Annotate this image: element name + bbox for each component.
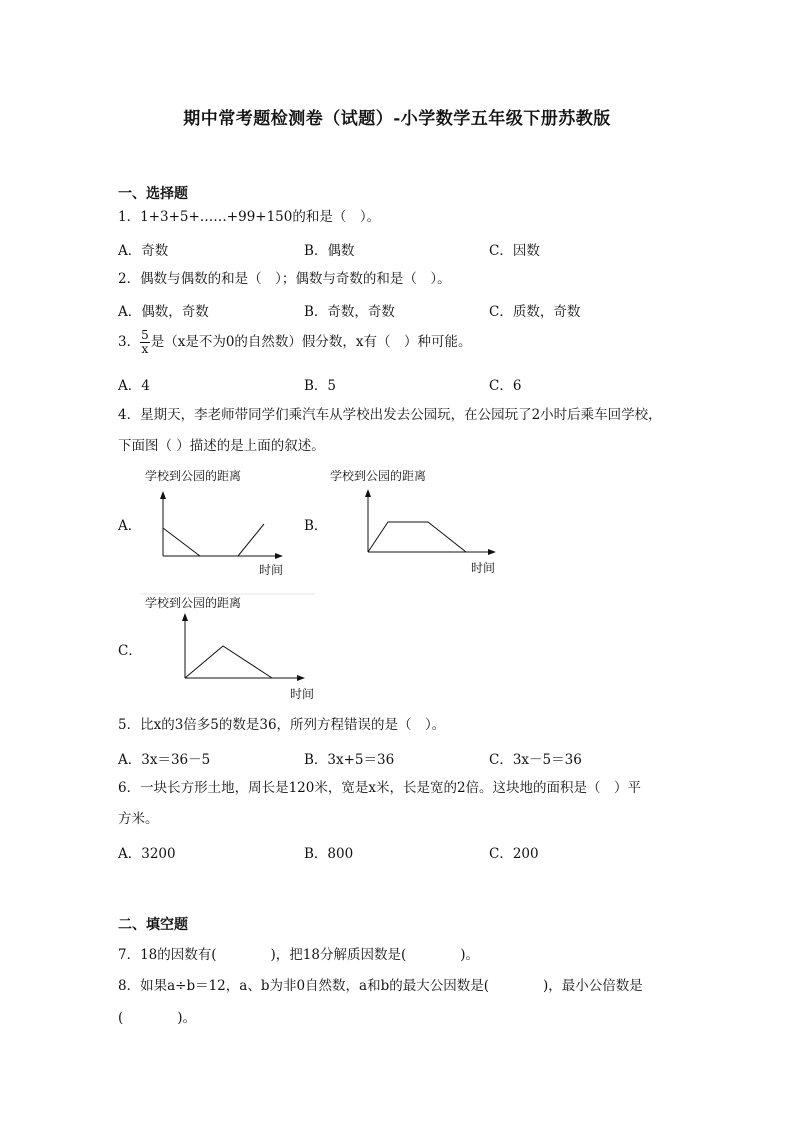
- graph-b-x-arrow: [488, 549, 496, 555]
- q4-option-a-label: A．: [118, 518, 142, 534]
- question-6-line-1: 6．一块长方形土地，周长是120米，宽是x米，长是宽的2倍。这块地的面积是（ ）平: [118, 780, 642, 796]
- question-4-line-1: 4．星期天，李老师带同学们乘汽车从学校出发去公园玩，在公园玩了2小时后乘车回学校，: [118, 407, 662, 423]
- graph-b-xlabel: 时间: [471, 561, 496, 575]
- q2-option-c: C．质数，奇数: [489, 304, 581, 320]
- q4-graph-c: [140, 590, 320, 705]
- q6-option-c: C．200: [489, 846, 539, 862]
- graph-c-ylabel: 学校到公园的距离: [145, 596, 242, 610]
- q3-text: 是（x是不为0的自然数）假分数，x有（ ）种可能。: [150, 334, 472, 350]
- q6-option-b: B．800: [304, 846, 354, 862]
- question-2: 2．偶数与偶数的和是（ ）；偶数与奇数的和是（ ）。: [118, 271, 451, 287]
- q3-fraction: [140, 329, 150, 356]
- graph-b-line: [368, 522, 466, 552]
- q3-option-c: C．6: [489, 378, 522, 394]
- q1-option-a: A．奇数: [118, 243, 169, 259]
- question-8-line-2: ( )。: [118, 1010, 197, 1026]
- graph-a-line: [163, 524, 264, 556]
- q3-fraction-denominator: x: [141, 342, 149, 356]
- q6-option-a: A．3200: [118, 846, 176, 862]
- graph-c-x-arrow: [297, 675, 305, 681]
- graph-a-x-arrow: [275, 553, 283, 559]
- q1-option-b: B．偶数: [304, 243, 355, 259]
- q3-fraction-numerator: 5: [141, 328, 149, 342]
- q2-option-a: A．偶数，奇数: [118, 304, 209, 320]
- q4-option-c-label: C．: [118, 643, 142, 659]
- q4-graph-b: [326, 462, 506, 578]
- graph-b-ylabel: 学校到公园的距离: [330, 469, 427, 483]
- graph-c-line: [185, 646, 272, 678]
- section-fill-heading: 二、填空题: [118, 917, 188, 933]
- q2-option-b: B．奇数，奇数: [304, 304, 395, 320]
- question-3: [118, 329, 472, 356]
- q5-option-b: B．3x+5＝36: [304, 752, 395, 768]
- graph-c-xlabel: 时间: [290, 687, 315, 701]
- section-choice-heading: 一、选择题: [118, 186, 188, 202]
- graph-c-y-arrow: [182, 613, 188, 621]
- question-6-line-2: 方米。: [118, 811, 159, 827]
- q3-option-a: A．4: [118, 378, 150, 394]
- q3-number: 3．: [118, 334, 141, 350]
- graph-b-y-arrow: [365, 489, 371, 497]
- question-8-line-1: 8．如果a÷b＝12，a、b为非0自然数，a和b的最大公因数是( )，最小公倍数是: [118, 978, 643, 994]
- q4-graph-a: [140, 462, 300, 580]
- page-title: 期中常考题检测卷（试题）-小学数学五年级下册苏教版: [183, 109, 611, 129]
- graph-a-y-arrow: [160, 491, 166, 499]
- question-7: 7．18的因数有( )，把18分解质因数是( )。: [118, 947, 480, 963]
- question-5: 5．比x的3倍多5的数是36，所列方程错误的是（ ）。: [118, 717, 446, 733]
- graph-a-ylabel: 学校到公园的距离: [145, 469, 242, 483]
- q1-option-c: C．因数: [489, 243, 540, 259]
- question-1: 1．1+3+5+……+99+150的和是（ ）。: [118, 209, 381, 225]
- q5-option-c: C．3x－5＝36: [489, 752, 582, 768]
- q5-option-a: A．3x＝36－5: [118, 752, 211, 768]
- q4-option-b-label: B．: [304, 518, 328, 534]
- question-4-line-2: 下面图（ ）描述的是上面的叙述。: [118, 438, 325, 454]
- q3-option-b: B．5: [304, 378, 337, 394]
- graph-a-xlabel: 时间: [259, 563, 284, 577]
